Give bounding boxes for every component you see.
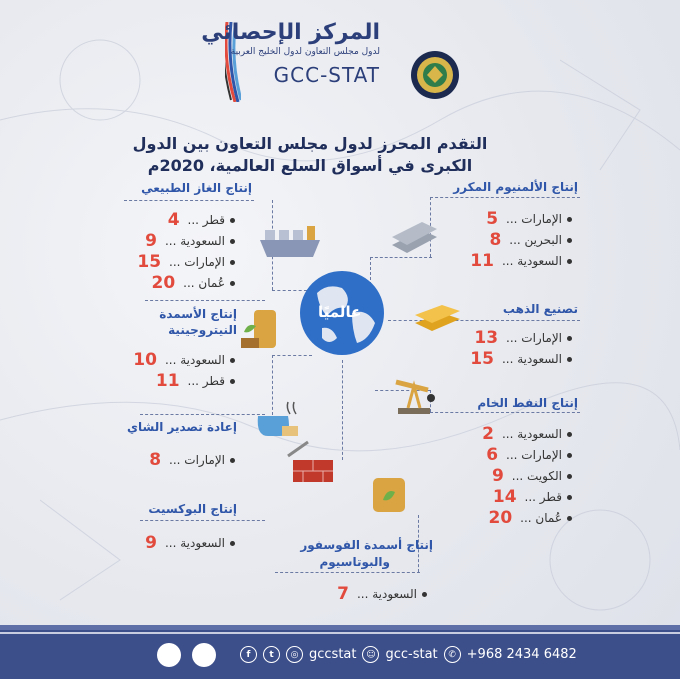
bullet: [567, 357, 572, 362]
list-item: [337, 584, 427, 604]
section-title-bauxite: إنتاج البوكسيت: [148, 502, 237, 516]
section-title-gas: إنتاج الغاز الطبيعي: [141, 181, 252, 195]
bullet: [567, 495, 572, 500]
divider: [124, 200, 254, 201]
divider: [140, 520, 265, 521]
rank-value: 8: [149, 450, 162, 470]
fertilizer-bag-icon: [236, 302, 281, 352]
list-item: [149, 450, 235, 470]
rank-value: 15: [470, 349, 494, 369]
aluminium-bars-icon: [387, 215, 442, 260]
list-item: [486, 209, 572, 229]
header: [0, 0, 680, 110]
list-item: [156, 371, 235, 391]
bullet: [567, 474, 572, 479]
country-name: عُمان ...: [520, 511, 562, 525]
list-item: [152, 273, 236, 293]
org-name-en: GCC-STAT: [273, 63, 380, 87]
bullet: [567, 432, 572, 437]
divider: [430, 412, 580, 413]
country-name: الإمارات ...: [169, 453, 225, 467]
divider: [275, 572, 420, 573]
list-item: [168, 210, 235, 230]
section-title-gold: تصنيع الذهب: [502, 302, 578, 316]
rank-value: 4: [167, 210, 180, 230]
list-item: [137, 252, 235, 272]
org-subtitle-ar: لدول مجلس التعاون لدول الخليج العربية: [230, 47, 380, 57]
country-name: السعودية ...: [501, 352, 562, 366]
country-name: الإمارات ...: [506, 212, 562, 226]
list-item: [145, 231, 235, 251]
list-item: [486, 445, 572, 465]
country-name: السعودية ...: [501, 254, 562, 268]
twitter-icon[interactable]: t: [263, 646, 280, 663]
snap-handle[interactable]: gcc-stat: [385, 647, 438, 662]
rank-value: 9: [491, 466, 504, 486]
list-item: [474, 328, 572, 348]
list-item: [470, 251, 572, 271]
section-title-fertilizer: إنتاج الأسمدة: [159, 307, 237, 321]
bullet: [567, 259, 572, 264]
list-item: [493, 487, 572, 507]
bullet: [230, 458, 235, 463]
footer-stripe: [0, 632, 680, 634]
rank-value: 7: [337, 584, 349, 604]
tea-kettle-icon: [248, 396, 303, 441]
title-line-2: الكبرى في أسواق السلع العالمية، 2020م: [147, 156, 473, 175]
bullet: [230, 239, 235, 244]
rank-value: 13: [474, 328, 499, 348]
divider: [430, 197, 580, 198]
divider: [140, 414, 265, 415]
list-item: [470, 349, 572, 369]
rank-value: 20: [488, 508, 513, 528]
section-title-phosphate: إنتاج أسمدة الفوسفور: [300, 538, 433, 552]
footer-contacts: [240, 646, 577, 663]
rank-value: 6: [486, 445, 499, 465]
list-item: [133, 350, 235, 370]
bullet: [567, 453, 572, 458]
divider: [145, 300, 265, 301]
bullet: [567, 217, 572, 222]
country-name: قطر ...: [187, 374, 225, 388]
rank-value: 10: [133, 350, 157, 370]
bullet: [230, 541, 235, 546]
gold-bars-icon: [410, 295, 465, 335]
bauxite-bricks-icon: [283, 438, 343, 488]
gcc-emblem-icon: [410, 50, 460, 100]
rank-value: 15: [137, 252, 162, 272]
rank-value: 2: [482, 424, 494, 444]
bullet: [230, 281, 235, 286]
section-title-tea: إعادة تصدير الشاي: [127, 420, 237, 434]
snapchat-icon[interactable]: ☺: [362, 646, 379, 663]
bullet: [422, 592, 427, 597]
section-title-aluminium: إنتاج الألمنيوم المكرر: [453, 180, 578, 194]
globe-label: عالميًا: [318, 303, 362, 321]
country-name: الإمارات ...: [169, 255, 225, 269]
bullet: [230, 260, 235, 265]
list-item: [145, 533, 235, 553]
list-item: [489, 508, 573, 528]
bullet: [567, 238, 572, 243]
list-item: [489, 230, 572, 250]
bullet: [230, 379, 235, 384]
rank-value: 11: [155, 371, 180, 391]
facebook-icon[interactable]: f: [240, 646, 257, 663]
country-name: قطر ...: [187, 213, 225, 227]
phosphate-bag-icon: [367, 470, 412, 515]
country-name: السعودية ...: [501, 427, 562, 441]
country-name: السعودية ...: [356, 587, 417, 601]
country-name: عُمان ...: [183, 276, 225, 290]
social-handle[interactable]: gccstat: [309, 647, 357, 662]
rank-value: 14: [492, 487, 517, 507]
partner-logo-icon: [192, 643, 216, 667]
title-line-1: التقدم المحرز لدول مجلس التعاون بين الدول: [132, 134, 488, 153]
bullet: [567, 516, 572, 521]
section-title-phosphate-line2: والبوتاسيوم: [319, 555, 390, 569]
oil-pump-icon: [388, 368, 438, 418]
logo-text: [201, 20, 380, 87]
country-name: السعودية ...: [164, 353, 225, 367]
country-name: قطر ...: [524, 490, 562, 504]
page-title: [120, 133, 500, 177]
country-name: الكويت ...: [511, 469, 562, 483]
section-title-fertilizer-line2: النيتروجينية: [168, 323, 237, 337]
instagram-icon[interactable]: ◎: [286, 646, 303, 663]
gas-tanker-icon: [255, 212, 325, 262]
footer-stripe: [0, 625, 680, 630]
bullet: [230, 218, 235, 223]
org-name-ar: المركز الإحصائي: [201, 20, 380, 45]
rank-value: 5: [486, 209, 499, 229]
whatsapp-icon[interactable]: ✆: [444, 646, 461, 663]
rank-value: 9: [145, 533, 157, 553]
rank-value: 11: [470, 251, 494, 271]
list-item: [492, 466, 572, 486]
partner-logo-icon: [157, 643, 181, 667]
country-name: السعودية ...: [164, 536, 225, 550]
country-name: الإمارات ...: [506, 331, 562, 345]
list-item: [482, 424, 572, 444]
rank-value: 20: [151, 273, 176, 293]
country-name: البحرين ...: [509, 233, 562, 247]
rank-value: 9: [145, 231, 157, 251]
country-name: الإمارات ...: [506, 448, 562, 462]
bullet: [230, 358, 235, 363]
rank-value: 8: [489, 230, 502, 250]
phone-number[interactable]: +968 2434 6482: [466, 647, 577, 662]
bullet: [567, 336, 572, 341]
country-name: السعودية ...: [164, 234, 225, 248]
section-title-oil: إنتاج النفط الخام: [477, 396, 578, 410]
